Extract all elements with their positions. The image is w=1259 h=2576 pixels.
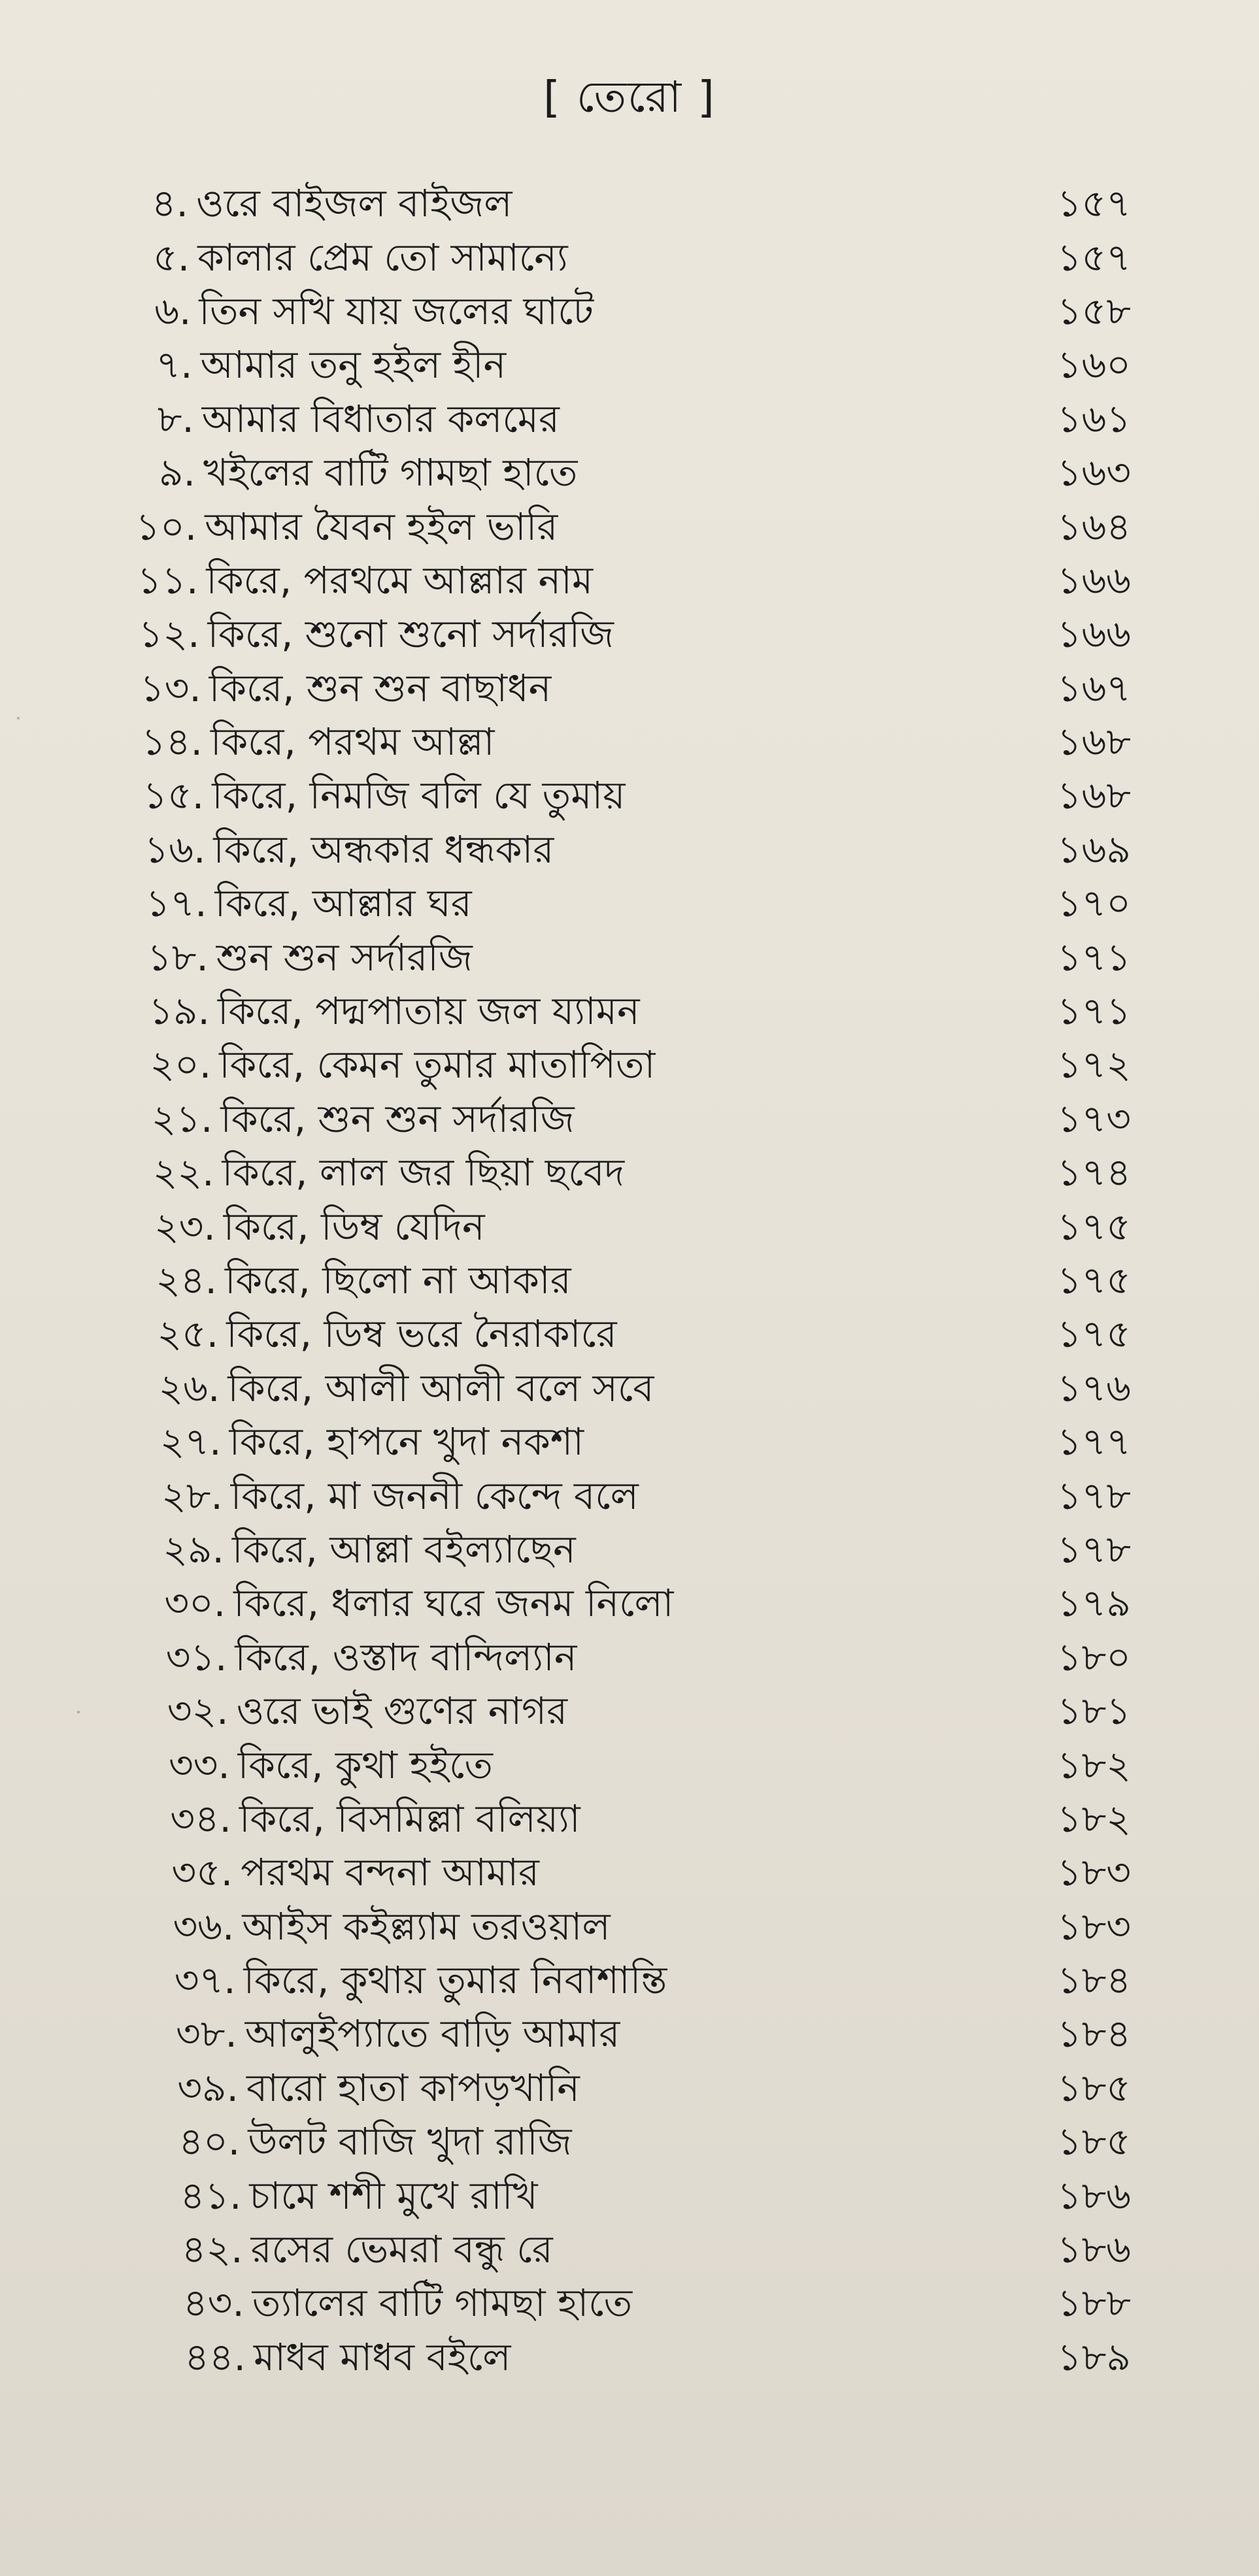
toc-row bbox=[122, 1092, 1157, 1146]
toc-page-number: ১৮৪ bbox=[1057, 1958, 1131, 2003]
toc-title: কিরে, কেমন তুমার মাতাপিতা bbox=[219, 1042, 656, 1087]
toc-title: কিরে, আলী আলী বলে সবে bbox=[227, 1365, 654, 1410]
toc-page-number: ১৬৮ bbox=[1057, 719, 1131, 765]
toc-page-number: ১৫৮ bbox=[1057, 288, 1131, 333]
toc-row bbox=[126, 1199, 1157, 1253]
toc-row bbox=[114, 768, 1157, 822]
toc-page-number: ১৬৯ bbox=[1057, 827, 1131, 872]
toc-row bbox=[148, 2061, 1157, 2115]
toc-row bbox=[110, 607, 1157, 661]
toc-page-number: ১৬৬ bbox=[1056, 612, 1131, 657]
toc-title: কিরে, ছিলো না আকার bbox=[225, 1258, 571, 1302]
toc-page-number: ১৮৪ bbox=[1057, 2011, 1131, 2056]
toc-page-number: ১৮৩ bbox=[1057, 1850, 1131, 1895]
toc-number: ৪০. bbox=[178, 2119, 241, 2164]
toc-title: কিরে, শুন শুন বাছাধন bbox=[209, 665, 552, 710]
toc-number: ১৩. bbox=[140, 665, 201, 710]
toc-row bbox=[144, 1900, 1157, 1953]
toc-page-number: ১৬৩ bbox=[1056, 450, 1131, 495]
toc-title: কিরে, কুথায় তুমার নিবাশান্তি bbox=[243, 1958, 667, 2003]
toc-number: ২২. bbox=[152, 1150, 214, 1195]
toc-row bbox=[99, 230, 1157, 284]
toc-number: ৯. bbox=[158, 450, 195, 495]
toc-title: কিরে, আল্লার ঘর bbox=[214, 881, 472, 926]
toc-title: কিরে, কুথা হইতে bbox=[237, 1742, 493, 1787]
toc-row bbox=[131, 1415, 1157, 1468]
toc-page-number: ১৭৫ bbox=[1057, 1312, 1131, 1357]
toc-title: কিরে, পদ্মপাতায় জল য্যামন bbox=[218, 989, 640, 1034]
toc-title: আমার বিধাতার কলমের bbox=[201, 396, 560, 441]
toc-row bbox=[156, 2330, 1157, 2384]
toc-title: কিরে, লাল জর ছিয়া ছবেদ bbox=[222, 1150, 625, 1195]
toc-row bbox=[115, 823, 1157, 876]
toc-title: রসের ভেমরা বন্ধু রে bbox=[250, 2227, 553, 2272]
toc-page-number: ১৭৫ bbox=[1057, 1258, 1131, 1302]
toc-number: ১৯. bbox=[148, 989, 210, 1034]
toc-page-number: ১৮৯ bbox=[1057, 2334, 1131, 2379]
toc-number: ৩৯. bbox=[177, 2065, 239, 2110]
toc-number: ৪৩. bbox=[183, 2281, 244, 2326]
toc-row bbox=[151, 2168, 1157, 2222]
toc-number: ২৫. bbox=[157, 1312, 219, 1357]
toc-number: ৩৩. bbox=[168, 1742, 230, 1787]
toc-page-number: ১৭১ bbox=[1057, 989, 1131, 1034]
toc-number: ১৬. bbox=[144, 827, 206, 872]
toc-number: ৫. bbox=[153, 235, 190, 280]
toc-row bbox=[121, 1038, 1157, 1091]
toc-title: কিরে, ধলার ঘরে জনম নিলো bbox=[233, 1581, 674, 1626]
toc-page-number: ১৮৬ bbox=[1057, 2173, 1131, 2218]
toc-page-number: ১৭৬ bbox=[1056, 1365, 1131, 1410]
toc-title: শুন শুন সর্দারজি bbox=[216, 934, 473, 980]
toc-page-number: ১৭৯ bbox=[1057, 1581, 1131, 1626]
paper-speck bbox=[17, 717, 20, 719]
toc-row bbox=[139, 1684, 1157, 1738]
toc-number: ৩৪. bbox=[170, 1796, 231, 1841]
toc-row bbox=[150, 2115, 1157, 2168]
toc-row bbox=[141, 1792, 1157, 1845]
toc-page-number: ১৬৭ bbox=[1056, 665, 1131, 710]
toc-page-number: ১৭১ bbox=[1057, 934, 1131, 980]
toc-title: কিরে, বিসমিল্লা বলিয়্যা bbox=[239, 1796, 580, 1841]
toc-page-number: ১৮১ bbox=[1057, 1689, 1131, 1734]
toc-title: কিরে, শুনো শুনো সর্দারজি bbox=[207, 612, 614, 657]
toc-number: ২১. bbox=[151, 1096, 213, 1141]
toc-row bbox=[146, 1953, 1157, 2007]
toc-page-number: ১৭৩ bbox=[1056, 1096, 1131, 1141]
toc-row bbox=[118, 930, 1157, 983]
toc-row bbox=[129, 1361, 1157, 1415]
toc-page-number: ১৭৭ bbox=[1056, 1419, 1131, 1464]
toc-title: কিরে, পরথম আল্লা bbox=[210, 719, 495, 765]
toc-row bbox=[117, 876, 1157, 930]
toc-number: ২৮. bbox=[161, 1473, 223, 1518]
toc-row bbox=[108, 553, 1157, 607]
toc-page-number: ১৮৫ bbox=[1057, 2065, 1131, 2110]
toc-number: ৩৭. bbox=[174, 1958, 236, 2003]
toc-page-number: ১৬১ bbox=[1057, 396, 1131, 441]
toc-title: খইলের বাটি গামছা হাতে bbox=[203, 450, 578, 495]
toc-row bbox=[128, 1307, 1157, 1361]
toc-title: ওরে বাইজল বাইজল bbox=[196, 181, 512, 226]
toc-page-number: ১৭৮ bbox=[1057, 1527, 1131, 1572]
toc-row bbox=[103, 338, 1157, 391]
toc-page-number: ১৭৪ bbox=[1057, 1150, 1131, 1195]
toc-row bbox=[101, 284, 1157, 338]
toc-row bbox=[98, 176, 1157, 230]
toc-number: ৩৫. bbox=[171, 1850, 233, 1895]
toc-row bbox=[127, 1253, 1157, 1307]
toc-title: ত্যালের বাটি গামছা হাতে bbox=[252, 2281, 633, 2326]
toc-number: ২০. bbox=[150, 1042, 212, 1087]
toc-number: ১২. bbox=[138, 612, 200, 657]
toc-title: বারো হাতা কাপড়খানি bbox=[246, 2065, 580, 2110]
toc-number: ২৭. bbox=[159, 1419, 222, 1464]
toc-number: ৭. bbox=[156, 342, 193, 388]
toc-row bbox=[112, 715, 1157, 768]
toc-row bbox=[143, 1845, 1157, 1899]
toc-title: ওরে ভাই গুণের নাগর bbox=[236, 1689, 568, 1734]
toc-page-number: ১৮৫ bbox=[1057, 2119, 1131, 2164]
paper-speck bbox=[77, 1711, 80, 1713]
toc-row bbox=[135, 1576, 1157, 1630]
toc-number: ২৪. bbox=[156, 1258, 217, 1302]
toc-page-number: ১৮৩ bbox=[1057, 1904, 1131, 1949]
toc-row bbox=[133, 1468, 1157, 1522]
toc-row bbox=[153, 2222, 1157, 2276]
page-header: [ তেরো ] bbox=[543, 72, 716, 122]
toc-page-number: ১৭২ bbox=[1056, 1042, 1131, 1087]
toc-page-number: ১৮২ bbox=[1057, 1742, 1131, 1787]
toc-number: ৬. bbox=[154, 288, 192, 333]
toc-title: কিরে, ডিম্ব ভরে নৈরাকারে bbox=[226, 1312, 617, 1357]
toc-title: কিরে, আল্লা বইল্যাছেন bbox=[232, 1527, 576, 1572]
toc-number: ৩৬. bbox=[173, 1904, 235, 1949]
toc-title: চামে শশী মুখে রাখি bbox=[249, 2173, 538, 2218]
toc-title: কিরে, ডিম্ব যেদিন bbox=[223, 1204, 485, 1249]
toc-number: ১১. bbox=[137, 557, 199, 603]
toc-title: আলুইপ্যাতে বাড়ি আমার bbox=[244, 2011, 620, 2056]
toc-page-number: ১৮৬ bbox=[1057, 2227, 1131, 2272]
toc-page-number: ১৮০ bbox=[1057, 1634, 1131, 1679]
toc-page-number: ১৬৮ bbox=[1057, 773, 1131, 818]
toc-page-number: ১৮২ bbox=[1057, 1796, 1131, 1841]
toc-title: উলট বাজি খুদা রাজি bbox=[248, 2119, 572, 2164]
toc-title: আমার তনু হইল হীন bbox=[200, 342, 507, 388]
toc-title: কিরে, পরথমে আল্লার নাম bbox=[206, 557, 594, 603]
toc-page-number: ১৫৭ bbox=[1057, 181, 1131, 226]
toc-page-number: ১৬০ bbox=[1056, 342, 1131, 388]
toc-page-number: ১৬৪ bbox=[1057, 504, 1131, 549]
toc-number: ২৬. bbox=[158, 1365, 220, 1410]
toc-title: কিরে, ওস্তাদ বান্দিল্যান bbox=[235, 1634, 577, 1679]
toc-number: ১০. bbox=[135, 504, 197, 549]
toc-row bbox=[104, 392, 1157, 446]
toc-page-number: ১৭৮ bbox=[1057, 1473, 1131, 1518]
toc-title: আইস কইল্ল্যাম তরওয়াল bbox=[242, 1904, 611, 1949]
toc-number: ৩১. bbox=[165, 1634, 227, 1679]
table-of-contents bbox=[98, 176, 1157, 2384]
toc-title: কিরে, নিমজি বলি যে তুমায় bbox=[212, 773, 626, 818]
toc-number: ৮. bbox=[157, 396, 194, 441]
toc-title: কালার প্রেম তো সামান্যে bbox=[197, 235, 568, 280]
toc-number: ১৮. bbox=[147, 934, 209, 980]
toc-number: ১৫. bbox=[143, 773, 205, 818]
toc-row bbox=[137, 1630, 1157, 1684]
toc-title: পরথম বন্দনা আমার bbox=[241, 1850, 539, 1895]
toc-row bbox=[124, 1146, 1157, 1199]
toc-row bbox=[107, 499, 1157, 553]
toc-page-number: ১৭০ bbox=[1056, 881, 1131, 926]
toc-number: ৩০. bbox=[164, 1581, 226, 1626]
toc-row bbox=[105, 446, 1157, 499]
toc-number: ৪১. bbox=[180, 2173, 242, 2218]
toc-number: ১৭. bbox=[145, 881, 207, 926]
toc-row bbox=[147, 2007, 1157, 2060]
toc-page-number: ১৬৬ bbox=[1056, 557, 1131, 603]
toc-title: কিরে, মা জননী কেন্দে বলে bbox=[230, 1473, 639, 1518]
toc-number: ২৩. bbox=[154, 1204, 216, 1249]
toc-title: তিন সখি যায় জলের ঘাটে bbox=[199, 288, 594, 333]
toc-title: আমার যৈবন হইল ভারি bbox=[205, 504, 558, 549]
toc-number: ৪২. bbox=[181, 2227, 243, 2272]
toc-number: ৩২. bbox=[167, 1689, 229, 1734]
toc-row bbox=[111, 661, 1157, 715]
toc-row bbox=[120, 984, 1157, 1038]
toc-number: ৪৪. bbox=[184, 2334, 246, 2379]
toc-row bbox=[140, 1738, 1157, 1791]
toc-number: ১৪. bbox=[141, 719, 203, 765]
toc-page-number: ১৫৭ bbox=[1057, 235, 1131, 280]
toc-page-number: ১৭৫ bbox=[1057, 1204, 1131, 1249]
toc-number: ৩৮. bbox=[176, 2011, 237, 2056]
toc-row bbox=[134, 1523, 1157, 1576]
toc-row bbox=[154, 2276, 1157, 2330]
toc-title: কিরে, হাপনে খুদা নকশা bbox=[229, 1419, 584, 1464]
toc-title: কিরে, অন্ধকার ধন্ধকার bbox=[213, 827, 554, 872]
toc-title: মাধব মাধব বইলে bbox=[254, 2334, 511, 2379]
toc-number: ৪. bbox=[151, 181, 188, 226]
toc-page-number: ১৮৮ bbox=[1057, 2281, 1131, 2326]
toc-title: কিরে, শুন শুন সর্দারজি bbox=[220, 1096, 575, 1141]
toc-number: ২৯. bbox=[163, 1527, 224, 1572]
